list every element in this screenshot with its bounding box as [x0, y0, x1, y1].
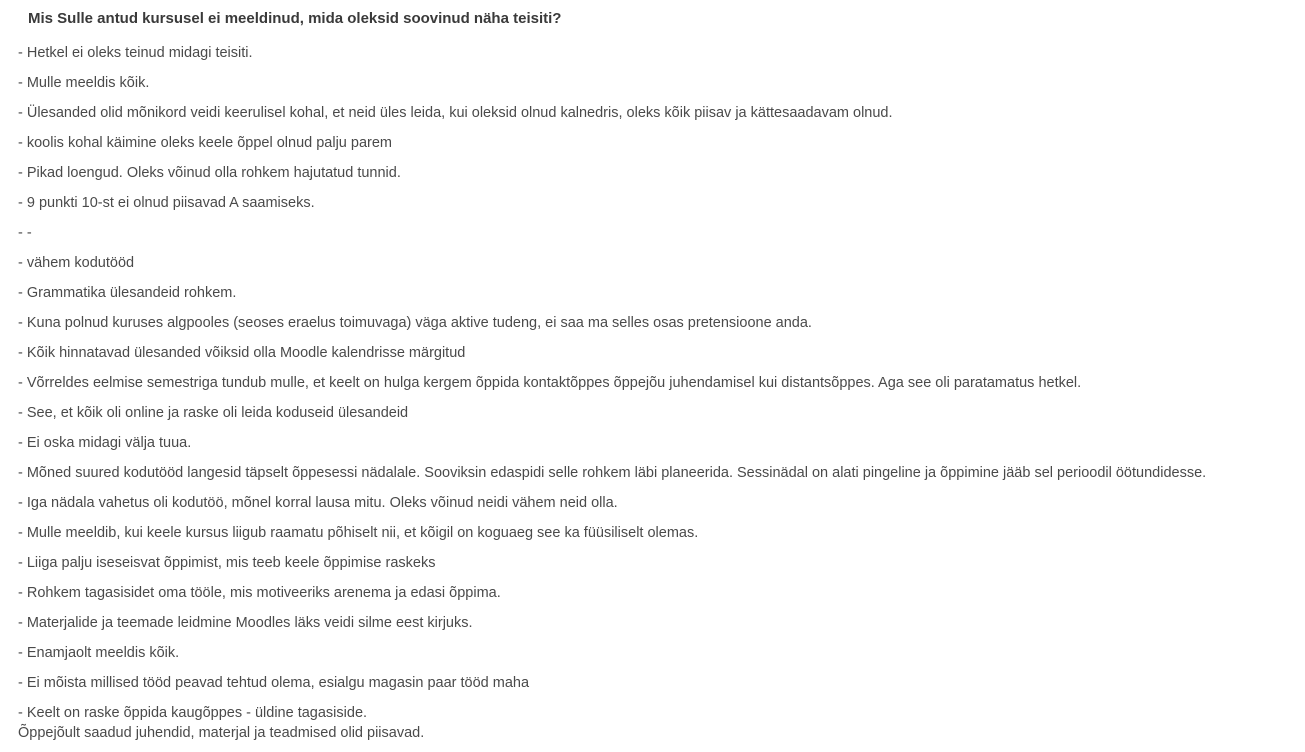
answer-item: - Võrreldes eelmise semestriga tundub mulle, et keelt on hulga kergem õppida kontaktõppes õppejõu juhendamisel kui distantsõppes. Aga see oli paratamatus hetkel.	[18, 375, 1082, 391]
answer-item: - koolis kohal käimine oleks keele õppel olnud palju parem	[18, 135, 392, 151]
answer-item: - Kuna polnud kuruses algpooles (seoses eraelus toimuvaga) väga aktive tudeng, ei saa ma selles osas pretensioone anda.	[18, 315, 812, 331]
answer-item: - Materjalide ja teemade leidmine Moodles läks veidi silme eest kirjuks.	[18, 615, 473, 631]
answer-item: - Ülesanded olid mõnikord veidi keerulisel kohal, et neid üles leida, kui oleksid olnud kalnedris, oleks kõik piisav ja kättesaadavam olnud.	[18, 105, 893, 121]
answer-item: - Rohkem tagasisidet oma tööle, mis motiveeriks arenema ja edasi õppima.	[18, 585, 501, 601]
answer-item: - Mõned suured kodutööd langesid täpselt õppesessi nädalale. Sooviksin edaspidi selle rohkem läbi planeerida. Sessinädal on alati pingeline ja õppimine jääb sel perioodil öötundidesse.	[18, 465, 1207, 481]
answer-item: - Kõik hinnatavad ülesanded võiksid olla Moodle kalendrisse märgitud	[18, 345, 466, 361]
answer-item: - Liiga palju iseseisvat õppimist, mis teeb keele õppimise raskeks	[18, 555, 436, 571]
answer-item: - Ei oska midagi välja tuua.	[18, 435, 192, 451]
answer-item: - Hetkel ei oleks teinud midagi teisiti.	[18, 45, 253, 61]
answer-item: - Ei mõista millised tööd peavad tehtud olema, esialgu magasin paar tööd maha	[18, 675, 530, 691]
answer-item: - Mulle meeldib, kui keele kursus liigub raamatu põhiselt nii, et kõigil on koguaeg see ka füüsiliselt olemas.	[18, 525, 699, 541]
answer-item: - 9 punkti 10-st ei olnud piisavad A saamiseks.	[18, 195, 315, 211]
answer-item: - vähem kodutööd	[18, 255, 135, 271]
answer-line-2: Õppejõult saadud juhendid, materjal ja teadmised olid piisavad.	[18, 725, 425, 741]
survey-question-heading: Mis Sulle antud kursusel ei meeldinud, mida oleksid soovinud näha teisiti?	[28, 10, 562, 27]
answer-item: - Pikad loengud. Oleks võinud olla rohkem hajutatud tunnid.	[18, 165, 401, 181]
answer-item: - Enamjaolt meeldis kõik.	[18, 645, 180, 661]
answer-item: - Iga nädala vahetus oli kodutöö, mõnel korral lausa mitu. Oleks võinud neidi vähem neid olla.	[18, 495, 618, 511]
answer-item: - -	[18, 225, 32, 241]
answer-item-last	[18, 703, 1206, 743]
answer-item: - Grammatika ülesandeid rohkem.	[18, 285, 237, 301]
answer-item: - Mulle meeldis kõik.	[18, 75, 150, 91]
answer-line-1: - Keelt on raske õppida kaugõppes - üldine tagasiside.	[18, 705, 368, 721]
answer-item: - See, et kõik oli online ja raske oli leida koduseid ülesandeid	[18, 405, 409, 421]
answer-list	[18, 43, 1206, 743]
